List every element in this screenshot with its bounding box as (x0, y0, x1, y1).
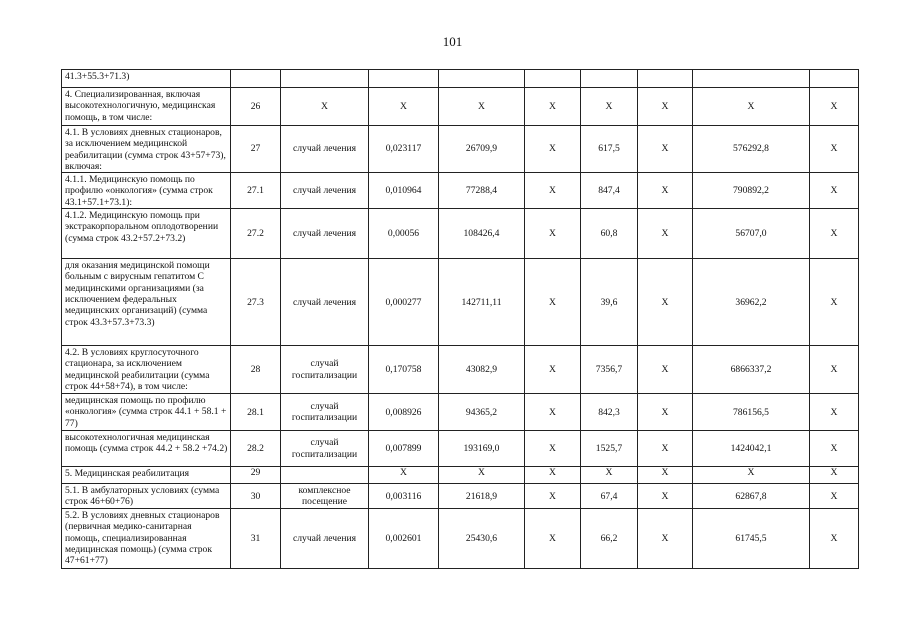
row-name-cell: 4.1.2. Медицинскую помощь при экстракорпоральном оплодотворении (сумма строк 43.2+57.2+73.2) (62, 209, 231, 259)
col5-cell: X (525, 484, 581, 509)
cost-cell: 108426,4 (439, 209, 525, 259)
table-row (62, 431, 859, 467)
col9-cell (810, 70, 859, 88)
cost-cell: 193169,0 (439, 431, 525, 467)
norm-cell: 0,002601 (369, 509, 439, 569)
table-row (62, 173, 859, 209)
col6-cell: 7356,7 (581, 346, 638, 394)
col6-cell: 1525,7 (581, 431, 638, 467)
cost-cell: X (439, 467, 525, 484)
col8-cell: 62867,8 (693, 484, 810, 509)
col7-cell: X (638, 484, 693, 509)
unit-cell: случай госпитализации (281, 431, 369, 467)
table-row (62, 346, 859, 394)
unit-cell: X (281, 88, 369, 126)
row-number-cell: 28.1 (231, 394, 281, 431)
unit-cell: случай лечения (281, 509, 369, 569)
cost-cell (439, 70, 525, 88)
cost-cell: 77288,4 (439, 173, 525, 209)
row-number-cell: 30 (231, 484, 281, 509)
col6-cell: 39,6 (581, 259, 638, 346)
row-name-cell: 4.1.1. Медицинскую помощь по профилю «онкология» (сумма строк 43.1+57.1+73.1): (62, 173, 231, 209)
row-number-cell: 31 (231, 509, 281, 569)
col5-cell: X (525, 467, 581, 484)
col8-cell (693, 70, 810, 88)
cost-cell: 43082,9 (439, 346, 525, 394)
col8-cell: 6866337,2 (693, 346, 810, 394)
col5-cell: X (525, 509, 581, 569)
cost-cell: X (439, 88, 525, 126)
col6-cell: 67,4 (581, 484, 638, 509)
col8-cell: 36962,2 (693, 259, 810, 346)
row-number-cell: 29 (231, 467, 281, 484)
unit-cell: случай госпитализации (281, 394, 369, 431)
cost-cell: 25430,6 (439, 509, 525, 569)
norm-cell: 0,000277 (369, 259, 439, 346)
row-name-cell: 5.1. В амбулаторных условиях (сумма строк 46+60+76) (62, 484, 231, 509)
table-row (62, 394, 859, 431)
norm-cell: 0,003116 (369, 484, 439, 509)
row-number-cell: 27 (231, 126, 281, 173)
row-name-cell: 4.1. В условиях дневных стационаров, за исключением медицинской реабилитации (сумма строк 43+57+73), включая: (62, 126, 231, 173)
financing-table (61, 69, 859, 569)
col6-cell: 617,5 (581, 126, 638, 173)
cost-cell: 94365,2 (439, 394, 525, 431)
table-row (62, 70, 859, 88)
col8-cell: X (693, 88, 810, 126)
col5-cell: X (525, 346, 581, 394)
col8-cell: 790892,2 (693, 173, 810, 209)
row-number-cell (231, 70, 281, 88)
col9-cell: X (810, 259, 859, 346)
col7-cell: X (638, 88, 693, 126)
col6-cell: 60,8 (581, 209, 638, 259)
table-row (62, 88, 859, 126)
col9-cell: X (810, 467, 859, 484)
norm-cell: 0,008926 (369, 394, 439, 431)
col6-cell: X (581, 467, 638, 484)
col7-cell: X (638, 431, 693, 467)
table-row (62, 259, 859, 346)
row-number-cell: 27.1 (231, 173, 281, 209)
col8-cell: 1424042,1 (693, 431, 810, 467)
row-number-cell: 27.3 (231, 259, 281, 346)
unit-cell: комплексное посещение (281, 484, 369, 509)
row-number-cell: 26 (231, 88, 281, 126)
row-name-cell: 5.2. В условиях дневных стационаров (первичная медико-санитарная помощь, специализированная медицинская помощь) (сумма строк 47+61+77) (62, 509, 231, 569)
col9-cell: X (810, 394, 859, 431)
col5-cell: X (525, 173, 581, 209)
col9-cell: X (810, 126, 859, 173)
unit-cell: случай лечения (281, 126, 369, 173)
page-number: 101 (442, 34, 463, 49)
col7-cell: X (638, 346, 693, 394)
unit-cell: случай госпитализации (281, 346, 369, 394)
col8-cell: 786156,5 (693, 394, 810, 431)
col6-cell (581, 70, 638, 88)
row-name-cell: для оказания медицинской помощи больным с вирусным гепатитом С медицинскими организациями (за исключением федеральных медицинских организаций) (сумма строк 43.3+57.3+73.3) (62, 259, 231, 346)
col6-cell: 842,3 (581, 394, 638, 431)
col9-cell: X (810, 346, 859, 394)
col5-cell: X (525, 126, 581, 173)
table-row (62, 467, 859, 484)
norm-cell: X (369, 88, 439, 126)
col5-cell (525, 70, 581, 88)
col8-cell: X (693, 467, 810, 484)
col7-cell (638, 70, 693, 88)
row-name-cell: 41.3+55.3+71.3) (62, 70, 231, 88)
col6-cell: 847,4 (581, 173, 638, 209)
unit-cell: случай лечения (281, 173, 369, 209)
unit-cell (281, 467, 369, 484)
col7-cell: X (638, 209, 693, 259)
col5-cell: X (525, 88, 581, 126)
norm-cell: 0,170758 (369, 346, 439, 394)
table-row (62, 209, 859, 259)
norm-cell: 0,00056 (369, 209, 439, 259)
unit-cell: случай лечения (281, 259, 369, 346)
col5-cell: X (525, 394, 581, 431)
unit-cell: случай лечения (281, 209, 369, 259)
row-name-cell: медицинская помощь по профилю «онкология» (сумма строк 44.1 + 58.1 + 77) (62, 394, 231, 431)
cost-cell: 26709,9 (439, 126, 525, 173)
col9-cell: X (810, 88, 859, 126)
col9-cell: X (810, 173, 859, 209)
col8-cell: 576292,8 (693, 126, 810, 173)
row-name-cell: 4. Специализированная, включая высокотехнологичную, медицинская помощь, в том числе: (62, 88, 231, 126)
col7-cell: X (638, 173, 693, 209)
col7-cell: X (638, 259, 693, 346)
norm-cell: 0,023117 (369, 126, 439, 173)
col7-cell: X (638, 509, 693, 569)
row-name-cell: 4.2. В условиях круглосуточного стационара, за исключением медицинской реабилитации (сумма строк 44+58+74), в том числе: (62, 346, 231, 394)
col9-cell: X (810, 509, 859, 569)
norm-cell (369, 70, 439, 88)
cost-cell: 142711,11 (439, 259, 525, 346)
norm-cell: 0,007899 (369, 431, 439, 467)
table-row (62, 126, 859, 173)
table-row (62, 509, 859, 569)
row-name-cell: 5. Медицинская реабилитация (62, 467, 231, 484)
row-number-cell: 28.2 (231, 431, 281, 467)
norm-cell: X (369, 467, 439, 484)
col7-cell: X (638, 126, 693, 173)
unit-cell (281, 70, 369, 88)
col9-cell: X (810, 484, 859, 509)
col9-cell: X (810, 209, 859, 259)
col6-cell: X (581, 88, 638, 126)
col7-cell: X (638, 467, 693, 484)
col5-cell: X (525, 259, 581, 346)
col9-cell: X (810, 431, 859, 467)
table-row (62, 484, 859, 509)
col6-cell: 66,2 (581, 509, 638, 569)
col5-cell: X (525, 431, 581, 467)
cost-cell: 21618,9 (439, 484, 525, 509)
norm-cell: 0,010964 (369, 173, 439, 209)
row-name-cell: высокотехнологичная медицинская помощь (сумма строк 44.2 + 58.2 +74.2) (62, 431, 231, 467)
col8-cell: 56707,0 (693, 209, 810, 259)
col5-cell: X (525, 209, 581, 259)
row-number-cell: 28 (231, 346, 281, 394)
col7-cell: X (638, 394, 693, 431)
row-number-cell: 27.2 (231, 209, 281, 259)
col8-cell: 61745,5 (693, 509, 810, 569)
